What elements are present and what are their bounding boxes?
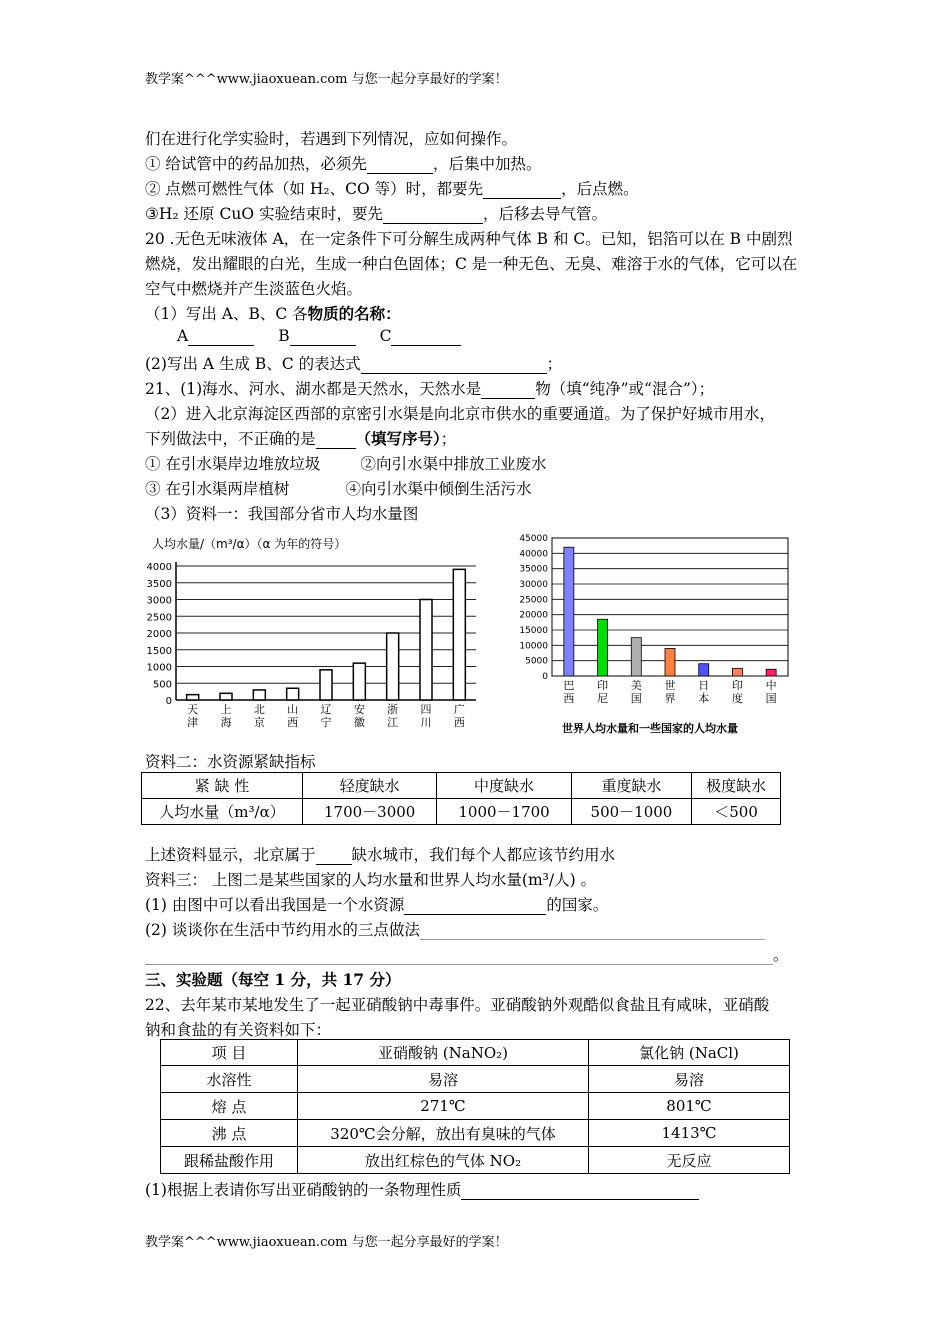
bar	[220, 693, 232, 700]
x-tick-label: 印	[597, 679, 609, 692]
bar	[253, 690, 265, 700]
bar	[187, 695, 199, 700]
table-header-cell: 重度缺水	[571, 773, 691, 799]
q22-line-1: 22、去年某市某地发生了一起亚硝酸钠中毒事件。亚硝酸钠外观酷似食盐且有咸味，亚硝酸	[145, 996, 770, 1014]
x-tick-label: 界	[664, 692, 676, 705]
bar	[453, 569, 465, 700]
x-tick-label: 四	[420, 703, 432, 716]
x-tick-label: 西	[563, 692, 575, 705]
q21-part-2b: 下列做法中，不正确的是 （填写序号）；	[145, 429, 457, 448]
x-tick-label: 巴	[563, 679, 575, 692]
table-cell: 500－1000	[571, 799, 691, 825]
y-tick-label: 0	[165, 696, 172, 707]
table-header-cell: 项 目	[161, 1040, 298, 1066]
table-cell: 271℃	[298, 1093, 589, 1120]
x-tick-label: 印	[731, 679, 743, 692]
section-3-title: 三、实验题（每空 1 分，共 17 分）	[145, 970, 401, 989]
bar	[320, 670, 332, 700]
y-tick-label: 10000	[519, 641, 548, 652]
table-cell: 跟稀盐酸作用	[161, 1147, 298, 1174]
material-3-q2: (2) 谈谈你在生活中节约用水的三点做法	[145, 918, 765, 940]
table-cell: 放出红棕色的气体 NO₂	[298, 1147, 589, 1174]
blank[interactable]	[483, 180, 561, 199]
compare-table	[160, 1039, 790, 1174]
x-tick-label: 中	[765, 679, 777, 692]
y-tick-label: 0	[542, 672, 548, 682]
after-material: 上述资料显示，北京属于 缺水城市，我们每个人都应该节约用水	[145, 846, 616, 864]
x-tick-label: 川	[420, 716, 432, 729]
y-tick-label: 2000	[146, 629, 172, 640]
y-tick-label: 20000	[519, 610, 548, 621]
q21-part-2: （2）进入北京海淀区西部的京密引水渠是向北京市供水的重要通道。为了保护好城市用水，	[145, 405, 775, 423]
table-header-cell: 紧 缺 性	[142, 773, 303, 799]
material-3: 资料三： 上图二是某些国家的人均水量和世界人均水量(m³/人) 。	[145, 871, 597, 889]
blank[interactable]	[481, 380, 535, 399]
x-tick-label: 京	[253, 716, 265, 729]
y-tick-label: 1500	[146, 645, 172, 657]
table-cell: 人均水量（m³/α）	[142, 799, 303, 825]
table-cell: 1000－1700	[437, 799, 571, 825]
x-tick-label: 浙	[387, 703, 399, 716]
q20-line-1: 20 .无色无味液体 A，在一定条件下可分解生成两种气体 B 和 C。已知，铝箔可以在 B 中剧烈	[145, 230, 793, 248]
table-cell: 320℃会分解，放出有臭味的气体	[298, 1120, 589, 1147]
x-tick-label: 西	[453, 716, 465, 729]
q19-intro: 们在进行化学实验时，若遇到下列情况，应如何操作。	[145, 130, 518, 148]
table-header-cell: 氯化钠 (NaCl)	[589, 1040, 790, 1066]
y-tick-label: 30000	[519, 580, 548, 590]
bar	[564, 547, 574, 676]
y-tick-label: 3000	[146, 595, 172, 607]
blank[interactable]	[367, 155, 433, 174]
x-tick-label: 上	[220, 703, 232, 716]
material-3-q2-line2: 。	[145, 943, 789, 965]
x-tick-label: 天	[187, 703, 199, 716]
table-cell: 易溶	[298, 1066, 589, 1093]
x-tick-label: 江	[387, 716, 399, 729]
q20-line-2: 燃烧，发出耀眼的白光，生成一种白色固体；C 是一种无色、无臭、难溶于水的气体，它可以在	[145, 255, 798, 273]
q21-part-3: （3）资料一：我国部分省市人均水量图	[145, 505, 419, 523]
table-cell: 水溶性	[161, 1066, 298, 1093]
x-tick-label: 世	[664, 679, 676, 692]
table-cell: 沸 点	[161, 1120, 298, 1147]
x-tick-label: 津	[187, 716, 199, 729]
bar	[766, 669, 776, 676]
blank[interactable]	[391, 327, 461, 346]
y-tick-label: 35000	[519, 564, 548, 575]
table-cell: 1413℃	[589, 1120, 790, 1147]
chart-title: 人均水量/（m³/α）（α 为年的符号）	[152, 537, 347, 551]
x-tick-label: 山	[287, 703, 299, 716]
x-tick-label: 本	[698, 692, 710, 705]
country-water-chart	[500, 530, 800, 740]
x-tick-label: 辽	[320, 703, 332, 716]
x-tick-label: 国	[630, 692, 642, 705]
x-tick-label: 北	[253, 703, 265, 716]
bar	[387, 633, 399, 700]
blank[interactable]	[361, 355, 547, 374]
y-tick-label: 500	[152, 679, 172, 691]
q21-options-2: ③ 在引水渠两岸植树 ④向引水渠中倾倒生活污水	[145, 480, 532, 498]
blank[interactable]	[461, 1181, 699, 1200]
q21-options-1: ① 在引水渠岸边堆放垃圾 ②向引水渠中排放工业废水	[145, 455, 547, 473]
x-tick-label: 尼	[597, 692, 609, 705]
bar	[287, 688, 299, 700]
bar	[353, 663, 365, 700]
table-header-cell: 极度缺水	[692, 773, 781, 799]
table-header-cell: 亚硝酸钠 (NaNO₂)	[298, 1040, 589, 1066]
answer-line[interactable]	[420, 921, 765, 940]
x-tick-label: 国	[765, 692, 777, 705]
x-tick-label: 度	[731, 692, 743, 705]
bar	[699, 664, 709, 676]
y-tick-label: 45000	[519, 534, 548, 544]
y-tick-label: 40000	[519, 549, 548, 560]
blank[interactable]	[290, 327, 356, 346]
q20-line-3: 空气中燃烧并产生淡蓝色火焰。	[145, 280, 363, 298]
y-tick-label: 15000	[519, 626, 548, 636]
table-header-cell: 轻度缺水	[303, 773, 437, 799]
x-tick-label: 海	[220, 716, 232, 729]
y-tick-label: 1000	[146, 662, 172, 674]
x-tick-label: 美	[630, 679, 642, 692]
x-tick-label: 徽	[353, 716, 365, 729]
y-tick-label: 3500	[146, 578, 172, 590]
blank[interactable]	[316, 846, 352, 865]
x-tick-label: 宁	[320, 716, 332, 729]
table-cell: 熔 点	[161, 1093, 298, 1120]
q19-item-3: ③H₂ 还原 CuO 实验结束时，要先 ，后移去导气管。	[145, 205, 607, 223]
table-cell: 801℃	[589, 1093, 790, 1120]
blank[interactable]	[316, 430, 356, 449]
blank[interactable]	[383, 205, 483, 224]
x-tick-label: 广	[453, 703, 465, 716]
y-tick-label: 5000	[525, 656, 548, 667]
page-footer: 教学案^^^www.jiaoxuean.com 与您一起分享最好的学案！	[145, 1235, 508, 1250]
table-cell: ＜500	[692, 799, 781, 825]
material-2-title: 资料二：水资源紧缺指标	[145, 753, 316, 771]
blank[interactable]	[404, 896, 546, 915]
q20-abc: A B C	[177, 327, 461, 346]
y-tick-label: 4000	[146, 562, 172, 573]
table-cell: 1700－3000	[303, 799, 437, 825]
q22-line-2: 钠和食盐的有关资料如下：	[145, 1021, 332, 1039]
q20-part-2: (2)写出 A 生成 B、C 的表达式 ；	[145, 355, 563, 373]
bar	[420, 600, 432, 701]
q19-item-2: ② 点燃可燃性气体（如 H₂、CO 等）时，都要先 ，后点燃。	[145, 180, 639, 198]
chart-title: 世界人均水量和一些国家的人均水量	[562, 722, 738, 735]
y-tick-label: 2500	[146, 612, 172, 624]
x-tick-label: 安	[353, 703, 365, 716]
bar	[665, 648, 675, 676]
q22-part-1: (1)根据上表请你写出亚硝酸钠的一条物理性质	[145, 1178, 699, 1200]
table-cell: 易溶	[589, 1066, 790, 1093]
q19-item-1: ① 给试管中的药品加热，必须先 ，后集中加热。	[145, 155, 542, 173]
q20-part-1: （1）写出 A、B、C 各物质的名称：	[145, 304, 401, 323]
table-cell: 无反应	[589, 1147, 790, 1174]
q21-part-1: 21、(1)海水、河水、湖水都是天然水，天然水是 物（填“纯净”或“混合”）；	[145, 380, 715, 398]
x-tick-label: 日	[698, 679, 710, 692]
table-header-cell: 中度缺水	[437, 773, 571, 799]
page-header: 教学案^^^www.jiaoxuean.com 与您一起分享最好的学案！	[145, 72, 508, 87]
x-tick-label: 西	[287, 716, 299, 729]
scarcity-table	[141, 772, 781, 825]
answer-line[interactable]	[145, 946, 773, 965]
y-tick-label: 25000	[519, 595, 548, 606]
province-water-chart	[140, 530, 490, 740]
bar	[598, 619, 608, 676]
blank[interactable]	[188, 327, 254, 346]
material-3-q1: (1) 由图中可以看出我国是一个水资源 的国家。	[145, 896, 609, 914]
bar	[631, 638, 641, 676]
bar	[732, 668, 742, 676]
